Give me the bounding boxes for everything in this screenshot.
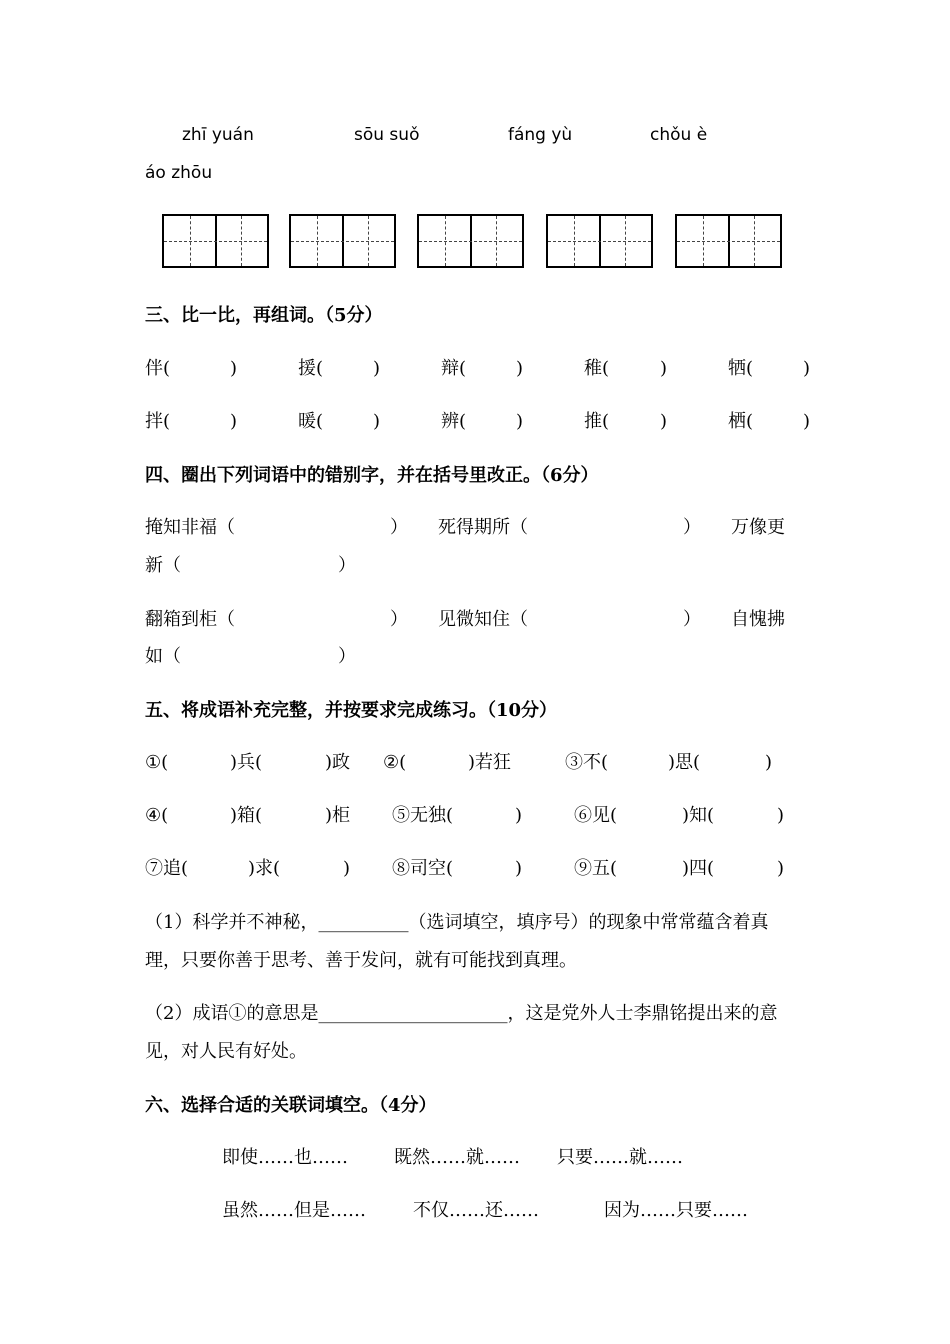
compare-blank[interactable]: ) [516, 411, 524, 432]
question-2-line1: （2）成语①的意思是_____________________，这是党外人士李鼎铭提出来的意 [145, 1003, 778, 1024]
question-2-line2: 见，对人民有好处。 [145, 1041, 307, 1062]
idiom-error: 新（ [145, 555, 181, 576]
writing-box-1[interactable] [162, 214, 269, 268]
conjunction-option: 不仅……还…… [413, 1200, 539, 1221]
idiom-fill: )若狂 [468, 752, 512, 773]
idiom-blank-close[interactable]: ） [390, 517, 408, 538]
compare-word: 推( [584, 411, 610, 432]
question-1-line1: （1）科学并不神秘，__________（选词填空，填序号）的现象中常常蕴含着真 [145, 912, 769, 933]
idiom-error: 翻箱到柜（ [145, 609, 235, 630]
idiom-fill[interactable]: ) [515, 805, 523, 826]
compare-word: 稚( [584, 358, 610, 379]
idiom-fill[interactable]: ②( [383, 752, 407, 773]
compare-blank[interactable]: ) [373, 411, 381, 432]
idiom-fill[interactable]: ⑨五( [574, 858, 618, 879]
compare-word: 暖( [298, 411, 324, 432]
compare-blank[interactable]: ) [803, 411, 811, 432]
conjunction-option: 既然……就…… [394, 1147, 520, 1168]
idiom-fill[interactable]: )箱( [230, 805, 263, 826]
idiom-fill[interactable]: ) [515, 858, 523, 879]
idiom-blank-close[interactable]: ） [390, 609, 408, 630]
idiom-blank-close[interactable]: ） [683, 609, 701, 630]
idiom-fill[interactable]: ⑥见( [574, 805, 618, 826]
writing-box-3[interactable] [417, 214, 524, 268]
compare-word: 辨( [441, 411, 467, 432]
writing-box-2[interactable] [289, 214, 396, 268]
compare-blank[interactable]: ) [660, 358, 668, 379]
idiom-fill[interactable]: ) [777, 805, 785, 826]
writing-box-4[interactable] [546, 214, 653, 268]
idiom-error: 如（ [145, 646, 181, 667]
idiom-fill[interactable]: )求( [248, 858, 281, 879]
idiom-error: 掩知非福（ [145, 517, 235, 538]
idiom-fill[interactable]: )思( [668, 752, 701, 773]
conjunction-option: 虽然……但是…… [222, 1200, 366, 1221]
conjunction-option: 因为……只要…… [604, 1200, 748, 1221]
idiom-fill[interactable]: ①( [145, 752, 169, 773]
idiom-fill[interactable]: ③不( [565, 752, 609, 773]
conjunction-option: 只要……就…… [557, 1147, 683, 1168]
idiom-fill[interactable]: ) [777, 858, 785, 879]
compare-word: 辩( [441, 358, 467, 379]
idiom-error: 自愧拂 [731, 609, 785, 630]
pinyin-3: fáng yù [508, 125, 573, 145]
section6-title: 六、选择合适的关联词填空。（4分） [145, 1095, 437, 1116]
idiom-fill[interactable]: ⑤无独( [392, 805, 454, 826]
compare-blank[interactable]: ) [516, 358, 524, 379]
idiom-fill[interactable]: )兵( [230, 752, 263, 773]
compare-blank[interactable]: ) [803, 358, 811, 379]
conjunction-option: 即使……也…… [222, 1147, 348, 1168]
compare-blank[interactable]: ) [230, 411, 238, 432]
writing-box-5[interactable] [675, 214, 782, 268]
idiom-fill[interactable]: ) [343, 858, 351, 879]
pinyin-4: chǒu è [650, 125, 708, 145]
compare-word: 伴( [145, 358, 171, 379]
section5-title: 五、将成语补充完整，并按要求完成练习。（10分） [145, 700, 558, 721]
section3-title: 三、比一比，再组词。（5分） [145, 305, 383, 326]
pinyin-2: sōu suǒ [354, 125, 420, 145]
idiom-fill[interactable]: ⑧司空( [392, 858, 454, 879]
compare-word: 牺( [728, 358, 754, 379]
idiom-fill: )政 [325, 752, 351, 773]
pinyin-5: áo zhōu [145, 163, 213, 183]
compare-blank[interactable]: ) [230, 358, 238, 379]
idiom-blank-close[interactable]: ） [683, 517, 701, 538]
idiom-error: 死得期所（ [438, 517, 528, 538]
idiom-fill[interactable]: ④( [145, 805, 169, 826]
idiom-fill[interactable]: ) [765, 752, 773, 773]
compare-blank[interactable]: ) [660, 411, 668, 432]
idiom-blank-close[interactable]: ） [338, 646, 356, 667]
compare-word: 栖( [728, 411, 754, 432]
idiom-fill[interactable]: ⑦追( [145, 858, 189, 879]
question-1-line2: 理，只要你善于思考、善于发问，就有可能找到真理。 [145, 950, 577, 971]
compare-word: 援( [298, 358, 324, 379]
idiom-error: 万像更 [731, 517, 785, 538]
idiom-error: 见微知住（ [438, 609, 528, 630]
idiom-fill[interactable]: )四( [682, 858, 715, 879]
idiom-fill[interactable]: )知( [682, 805, 715, 826]
section4-title: 四、圈出下列词语中的错别字，并在括号里改正。（6分） [145, 465, 599, 486]
idiom-fill: )柜 [325, 805, 351, 826]
compare-blank[interactable]: ) [373, 358, 381, 379]
idiom-blank-close[interactable]: ） [338, 555, 356, 576]
pinyin-1: zhī yuán [182, 125, 254, 145]
compare-word: 拌( [145, 411, 171, 432]
